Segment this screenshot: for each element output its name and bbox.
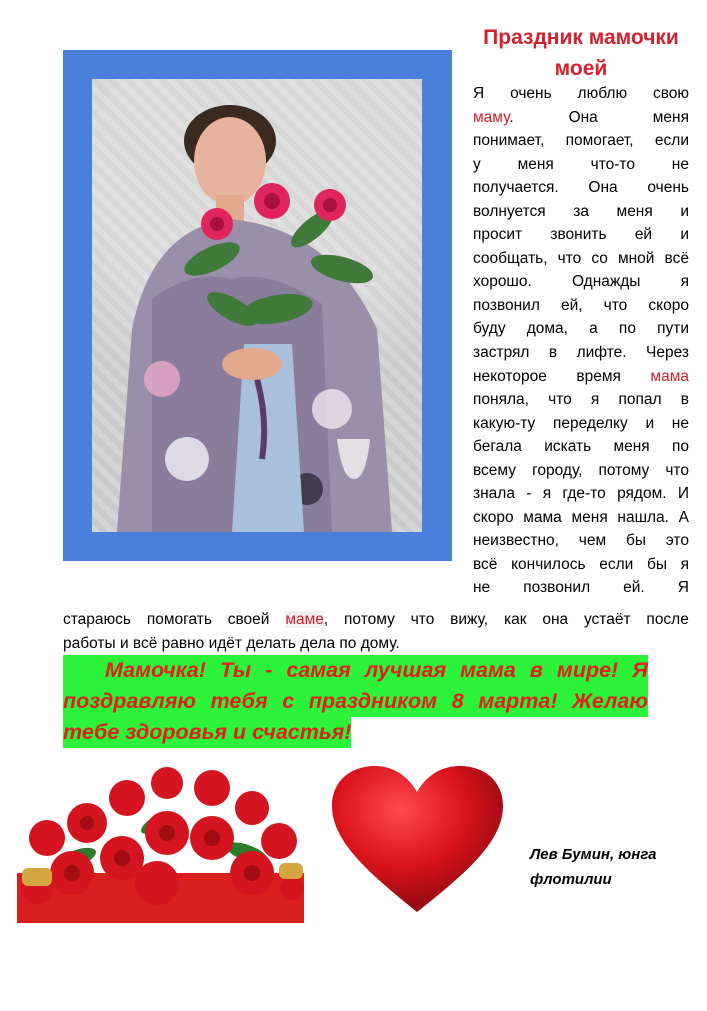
story-word: потому <box>344 611 395 628</box>
congrats-word: марта! <box>478 689 558 713</box>
story-word: дома, <box>526 320 568 338</box>
congrats-word: поздравляю <box>63 689 196 713</box>
story-line <box>473 270 689 294</box>
title-line-1: Праздник мамочки <box>483 26 679 49</box>
story-word: всё <box>664 249 689 267</box>
story-word: ей. <box>623 579 645 597</box>
story-line <box>473 294 689 318</box>
story-word: скоро <box>473 508 514 526</box>
congrats-word: - <box>265 658 273 682</box>
story-word: знала <box>473 485 515 503</box>
story-word: стараюсь <box>63 611 131 628</box>
mother-with-roses-photo <box>92 79 422 532</box>
story-line <box>473 223 689 247</box>
story-word: не <box>671 414 689 432</box>
story-word: лифте. <box>576 344 627 362</box>
story-word: а <box>589 320 598 338</box>
story-word: люблю <box>577 85 628 102</box>
story-word: буду <box>473 320 506 338</box>
story-word: Через <box>646 344 689 362</box>
story-word: помогать <box>146 611 212 628</box>
story-word: понимает, <box>473 132 545 150</box>
story-line-full-1 <box>63 608 689 632</box>
story-word: как <box>503 611 527 628</box>
story-line <box>473 435 689 459</box>
story-word: это <box>665 532 689 550</box>
story-word: Однажды <box>571 273 641 291</box>
story-line <box>473 129 689 153</box>
story-word: со <box>591 249 608 267</box>
story-word: у <box>473 155 481 173</box>
story-word: что-то <box>590 155 635 173</box>
story-word: чем <box>578 532 607 550</box>
congrats-word: в <box>529 658 543 682</box>
title-line-2: моей <box>554 57 608 80</box>
congrats-word: тебя <box>210 689 268 713</box>
congrats-word: лучшая <box>364 658 447 682</box>
story-line <box>473 200 689 224</box>
story-word: если <box>654 132 689 150</box>
story-word: попал <box>618 391 662 409</box>
congrats-line-2 <box>63 686 648 717</box>
story-word: я <box>680 273 689 291</box>
story-word: своей <box>227 611 270 628</box>
congrats-line-3-text: тебе здоровья и счастья! <box>63 717 351 748</box>
story-line <box>473 529 689 553</box>
story-line <box>473 365 689 389</box>
story-word: что <box>410 611 435 628</box>
story-word: поняла, <box>473 391 529 409</box>
story-word: свою <box>652 85 689 102</box>
page-title <box>462 22 700 84</box>
story-word: что <box>557 249 582 267</box>
story-word: очень <box>647 179 689 197</box>
story-word: рядом. <box>617 485 667 503</box>
story-word: звонить <box>550 226 607 244</box>
congrats-word: 8 <box>451 689 464 713</box>
story-word: я <box>542 485 552 503</box>
story-word: по <box>618 320 636 338</box>
photo-illustration <box>92 79 422 532</box>
story-word: мама <box>523 508 562 526</box>
story-word: бы <box>625 532 647 550</box>
story-word: очень <box>510 85 552 102</box>
signature-line-2: флотилии <box>530 871 612 888</box>
story-line <box>473 506 689 530</box>
congrats-line-1 <box>63 655 648 686</box>
story-word: по <box>671 438 689 456</box>
story-word: время <box>576 367 621 385</box>
story-line <box>473 176 689 200</box>
story-line <box>473 106 689 130</box>
story-word: сообщать, <box>473 249 548 267</box>
congratulation-block <box>63 655 648 748</box>
story-word: городу, <box>532 461 583 479</box>
story-word: меня <box>652 108 689 126</box>
story-word: меня <box>571 508 608 526</box>
story-word: И <box>677 485 689 503</box>
story-line <box>473 482 689 506</box>
story-word: в <box>680 391 689 409</box>
congrats-word: мире! <box>556 658 619 682</box>
story-word: мама <box>650 367 689 385</box>
story-word: вижу, <box>450 611 489 628</box>
story-word: нашла. <box>617 508 669 526</box>
congrats-word: мама <box>460 658 516 682</box>
story-word: что <box>548 391 572 409</box>
story-word: в <box>548 344 558 362</box>
congrats-word: Я <box>632 658 648 682</box>
story-word: получается. <box>473 179 559 197</box>
story-line <box>473 576 689 600</box>
story-line <box>473 553 689 577</box>
story-paragraph-column <box>473 82 689 600</box>
story-word: меня <box>613 438 650 456</box>
congrats-word: Желаю <box>572 689 648 713</box>
heart-illustration <box>330 764 505 916</box>
story-word: - <box>526 485 532 503</box>
story-word: А <box>678 508 689 526</box>
congrats-word: праздником <box>308 689 438 713</box>
story-word: за <box>573 202 589 220</box>
story-word: что <box>603 296 628 314</box>
story-word: бегала <box>473 438 522 456</box>
story-word: помогает, <box>565 132 634 150</box>
story-word: маме, <box>285 611 329 628</box>
story-word: всё <box>473 555 498 573</box>
story-word: позвонил <box>523 579 591 597</box>
congrats-word: Мамочка! <box>105 658 206 682</box>
roses-illustration <box>17 763 304 923</box>
story-word: что <box>665 461 689 479</box>
story-word: не <box>473 579 491 597</box>
story-line <box>473 153 689 177</box>
story-word: она <box>542 611 569 628</box>
story-word: бы <box>646 555 667 573</box>
story-word: Она <box>568 108 598 126</box>
story-word: ей, <box>560 296 583 314</box>
story-word: меня <box>616 202 653 220</box>
story-word: и <box>680 202 689 220</box>
signature-line-1: Лев Бумин, юнга <box>530 846 657 863</box>
story-word: Я <box>677 579 689 597</box>
story-line <box>473 82 689 106</box>
story-line <box>473 412 689 436</box>
story-word: переделку <box>552 414 628 432</box>
story-line <box>473 459 689 483</box>
story-word: искать <box>544 438 592 456</box>
congrats-word: с <box>282 689 295 713</box>
story-word: неизвестно, <box>473 532 559 550</box>
congrats-word: Ты <box>219 658 252 682</box>
story-line <box>473 247 689 271</box>
story-word: меня <box>517 155 554 173</box>
story-line <box>473 388 689 412</box>
story-word: я <box>680 555 689 573</box>
story-word: не <box>671 155 689 173</box>
story-word: кончилось <box>511 555 586 573</box>
story-line <box>473 341 689 365</box>
story-word: Она <box>588 179 618 197</box>
story-word: если <box>599 555 634 573</box>
story-word: пути <box>657 320 689 338</box>
photo-frame <box>63 50 452 561</box>
story-paragraph-continuation <box>63 608 689 655</box>
red-roses-bouquet-image <box>17 763 304 923</box>
story-word: и <box>680 226 689 244</box>
author-signature <box>530 842 700 892</box>
story-word: мной <box>617 249 655 267</box>
story-word: позвонил <box>473 296 540 314</box>
story-word: я <box>590 391 600 409</box>
story-word: ей <box>634 226 653 244</box>
story-word: застрял <box>473 344 530 362</box>
story-word: устаёт <box>583 611 631 628</box>
story-word: потому <box>598 461 650 479</box>
story-line <box>473 317 689 341</box>
story-word: маму. <box>473 108 514 126</box>
story-word: Я <box>473 85 485 102</box>
story-word: где-то <box>562 485 606 503</box>
congrats-line-3 <box>63 717 648 748</box>
story-word: после <box>646 611 689 628</box>
congrats-word: самая <box>286 658 351 682</box>
story-word: и <box>645 414 655 432</box>
story-line-full-2: работы и всё равно идёт делать дела по дому. <box>63 634 400 652</box>
story-word: всему <box>473 461 517 479</box>
story-word: какую-ту <box>473 414 536 432</box>
story-word: просит <box>473 226 523 244</box>
story-word: скоро <box>648 296 689 314</box>
heart-icon <box>330 764 505 916</box>
story-word: некоторое <box>473 367 547 385</box>
story-word: волнуется <box>473 202 546 220</box>
story-word: хорошо. <box>473 273 532 291</box>
